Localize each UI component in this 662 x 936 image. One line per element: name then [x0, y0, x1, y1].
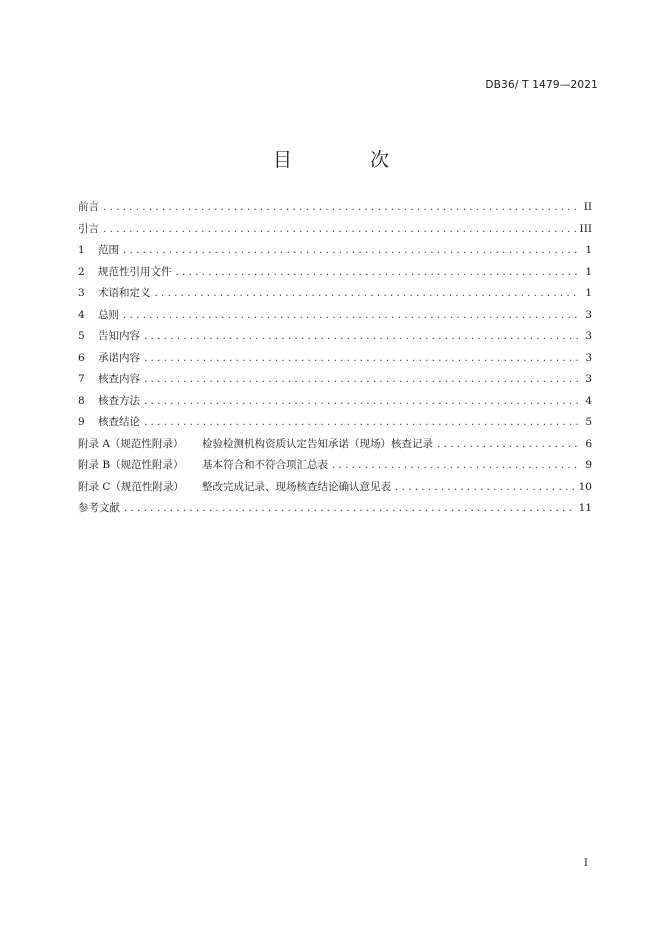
toc-entry[interactable]	[78, 285, 592, 307]
toc-entry-label	[78, 285, 151, 300]
toc-entry-title: 前言	[78, 201, 99, 213]
toc-entry[interactable]	[78, 221, 592, 243]
toc-entry-label	[78, 264, 172, 279]
toc-appendix-tag: 附录 B（规范性附录）	[78, 459, 184, 471]
toc-entry-title: 术语和定义	[98, 287, 151, 299]
toc-leader-dots	[144, 416, 578, 428]
toc-entry-label	[78, 436, 433, 451]
toc-entry-title: 核查内容	[98, 373, 140, 385]
toc-leader-dots	[155, 287, 579, 299]
toc-leader-dots	[176, 266, 579, 278]
toc-entry-label	[78, 393, 140, 408]
toc-entry-title: 告知内容	[98, 330, 140, 342]
toc-entry-label	[78, 307, 119, 322]
toc-page-number: 5	[585, 416, 592, 428]
toc-entry[interactable]	[78, 414, 592, 436]
toc-leader-dots	[437, 438, 578, 450]
toc-section-number: 6	[78, 351, 85, 364]
standard-code: DB36/ T 1479—2021	[485, 79, 598, 91]
toc-entry-label	[78, 199, 99, 214]
page-title: 目 次	[272, 149, 426, 171]
toc-leader-dots	[144, 373, 578, 385]
toc-section-number: 9	[78, 416, 85, 428]
toc-page-number: 3	[585, 308, 592, 321]
toc-page-number: II	[583, 201, 592, 213]
toc-section-number: 3	[78, 287, 85, 299]
toc-entry-label	[78, 242, 119, 257]
toc-page-number: 3	[585, 373, 592, 385]
toc-entry-label	[78, 500, 120, 515]
toc-entry-title: 总则	[98, 308, 119, 321]
toc-leader-dots	[123, 309, 578, 321]
toc-section-number: 1	[78, 244, 85, 256]
toc-page-number: 9	[585, 459, 592, 471]
toc-entry-label	[78, 457, 328, 472]
toc-page-number: 3	[585, 330, 592, 342]
toc-leader-dots	[144, 330, 578, 342]
toc-entry[interactable]	[78, 307, 592, 329]
toc-entry[interactable]	[78, 479, 592, 501]
toc-page-number: III	[579, 222, 592, 235]
toc-entry-title: 承诺内容	[98, 351, 140, 364]
toc-entry-label	[78, 371, 140, 386]
toc-leader-dots	[124, 502, 575, 514]
table-of-contents	[78, 199, 592, 522]
toc-entry-title: 核查方法	[98, 394, 140, 407]
toc-entry[interactable]	[78, 328, 592, 350]
toc-leader-dots	[103, 223, 576, 235]
toc-entry[interactable]	[78, 350, 592, 372]
toc-section-number: 2	[78, 265, 85, 278]
toc-leader-dots	[123, 244, 578, 256]
toc-entry[interactable]	[78, 199, 592, 221]
toc-entry[interactable]	[78, 371, 592, 393]
toc-leader-dots	[144, 395, 578, 407]
toc-leader-dots	[103, 201, 578, 213]
toc-entry[interactable]	[78, 264, 592, 286]
toc-page-number: 4	[585, 394, 592, 407]
toc-section-number: 4	[78, 308, 85, 321]
page-number: I	[584, 858, 588, 869]
toc-entry[interactable]	[78, 500, 592, 522]
toc-entry-label	[78, 328, 140, 343]
toc-page-number: 1	[585, 265, 592, 278]
toc-entry-label	[78, 414, 140, 429]
toc-entry-title: 检验检测机构资质认定告知承诺（现场）核查记录	[202, 437, 433, 450]
toc-entry-title: 整改完成记录、现场核查结论确认意见表	[202, 480, 391, 493]
toc-section-number: 8	[78, 394, 85, 407]
toc-page-number: 3	[585, 351, 592, 364]
toc-entry-title: 引言	[78, 222, 99, 235]
toc-section-number: 7	[78, 373, 85, 385]
toc-page-number: 1	[585, 287, 592, 299]
toc-entry-label	[78, 350, 140, 365]
toc-leader-dots	[395, 481, 575, 493]
toc-section-number: 5	[78, 330, 85, 342]
toc-appendix-tag: 附录 A（规范性附录）	[78, 437, 184, 450]
toc-entry-title: 核查结论	[98, 416, 140, 428]
toc-entry-label	[78, 221, 99, 236]
toc-leader-dots	[144, 352, 578, 364]
toc-page-number: 10	[578, 480, 592, 493]
toc-page-number: 1	[585, 244, 592, 256]
toc-entry-title: 参考文献	[78, 502, 120, 514]
toc-entry[interactable]	[78, 436, 592, 458]
toc-entry[interactable]	[78, 393, 592, 415]
toc-leader-dots	[332, 459, 578, 471]
toc-page-number: 11	[578, 502, 592, 514]
toc-entry-title: 基本符合和不符合项汇总表	[202, 459, 328, 471]
toc-entry-label	[78, 479, 391, 494]
toc-entry-title: 范围	[98, 244, 119, 256]
toc-entry[interactable]	[78, 457, 592, 479]
toc-page-number: 6	[585, 437, 592, 450]
toc-appendix-tag: 附录 C（规范性附录）	[78, 480, 184, 493]
toc-entry-title: 规范性引用文件	[98, 265, 172, 278]
toc-entry[interactable]	[78, 242, 592, 264]
